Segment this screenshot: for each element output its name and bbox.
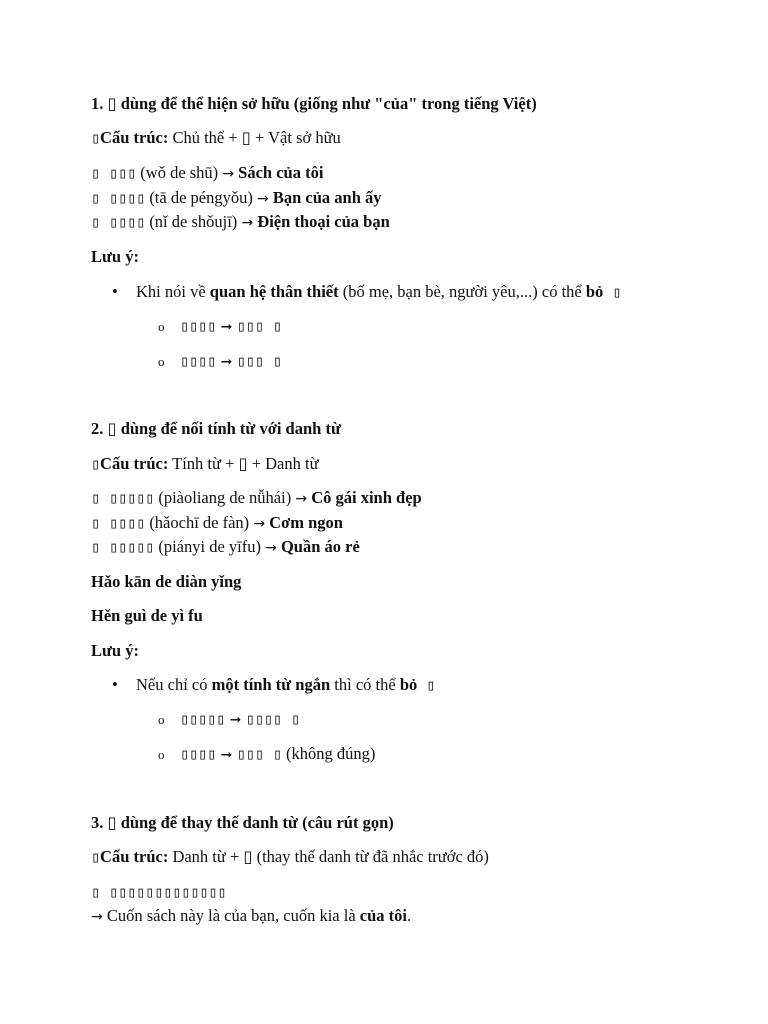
arrow-icon: →: [241, 215, 254, 231]
pinyin: (piányi de yīfu): [154, 537, 266, 556]
section-1-note-bullet: [112, 282, 621, 302]
section-1-structure: [91, 128, 341, 148]
section-2-sub-1: [158, 709, 300, 730]
chinese-text: ▯▯▯▯: [180, 317, 217, 335]
arrow-icon: →: [253, 516, 266, 532]
section-2-sub-2: [158, 744, 375, 765]
arrow-icon: →: [91, 909, 103, 925]
meaning: Cơm ngon: [265, 513, 343, 532]
arrow-icon: →: [256, 191, 269, 207]
meaning: Điện thoại của bạn: [253, 212, 390, 231]
meaning: Quần áo rẻ: [276, 537, 360, 556]
bullet-glyph: ▯: [603, 283, 622, 301]
chinese-text: ▯▯▯▯ ▯: [245, 710, 300, 728]
chinese-text: ▯ ▯▯▯▯▯▯▯▯▯▯▯▯▯: [91, 883, 227, 901]
section-1-sub-2: [158, 351, 282, 372]
translation-text: Cuốn sách này là của bạn, cuốn kia là: [102, 906, 360, 925]
chinese-text: ▯ ▯▯▯▯: [91, 514, 146, 532]
structure-text: Tính từ + ▯ + Danh từ: [168, 454, 319, 473]
pinyin: (wǒ de shū): [136, 163, 223, 182]
structure-label: Cấu trúc:: [100, 454, 169, 473]
meaning: Sách của tôi: [234, 163, 324, 182]
chinese-text: ▯▯▯▯: [180, 745, 217, 763]
arrow-icon: ➞: [216, 747, 237, 763]
chinese-text: ▯▯▯ ▯: [236, 352, 282, 370]
bullet-text: Nếu chỉ có: [136, 675, 212, 694]
structure-label: Cấu trúc:: [100, 128, 169, 147]
section-3-translation: [91, 906, 411, 927]
chinese-text: ▯ ▯▯▯▯▯: [91, 489, 155, 507]
bullet-text: thì có thể: [330, 675, 400, 694]
bullet-icon: •: [112, 675, 118, 694]
bullet-text: (bố mẹ, bạn bè, người yêu,...) có thể: [338, 282, 586, 301]
bullet-bold: quan hệ thân thiết: [209, 282, 339, 301]
arrow-icon: ➞: [225, 712, 246, 728]
circle-bullet-icon: o: [158, 712, 165, 727]
circle-bullet-icon: o: [158, 747, 165, 762]
section-2-extra-1: Hǎo kān de diàn yǐng: [91, 572, 242, 591]
chinese-text: ▯ ▯▯▯▯▯: [91, 538, 155, 556]
chinese-text: ▯ ▯▯▯▯: [91, 189, 146, 207]
section-2-structure: [91, 454, 319, 474]
section-2-note-label: Lưu ý:: [91, 641, 139, 660]
circle-bullet-icon: o: [158, 319, 165, 334]
pinyin: (hǎochī de fàn): [145, 513, 254, 532]
bullet-bold: bỏ: [399, 675, 418, 694]
meaning: Cô gái xinh đẹp: [307, 488, 422, 507]
pointer-icon: ▯: [91, 848, 101, 866]
sub-note: (không đúng): [281, 744, 376, 763]
chinese-text: ▯▯▯ ▯: [236, 745, 282, 763]
section-2-heading: 2. ▯ dùng để nối tính từ với danh từ: [91, 419, 341, 438]
section-2-example-3: [91, 537, 360, 558]
section-3-heading: 3. ▯ dùng để thay thế danh từ (câu rút gọn): [91, 813, 394, 832]
bullet-bold: một tính từ ngắn: [211, 675, 331, 694]
translation-text: .: [407, 906, 412, 925]
translation-bold: của tôi: [359, 906, 407, 925]
section-1-example-3: [91, 212, 390, 233]
section-2-extra-2: Hěn guì de yì fu: [91, 606, 203, 625]
section-2-example-1: [91, 488, 422, 509]
arrow-icon: →: [295, 491, 308, 507]
structure-text: Chủ thể + ▯ + Vật sở hữu: [168, 128, 341, 147]
chinese-text: ▯▯▯▯: [180, 352, 217, 370]
section-2-note-bullet: [112, 675, 435, 695]
pinyin: (nǐ de shǒujī): [145, 212, 242, 231]
bullet-bold: bỏ: [585, 282, 604, 301]
structure-text: Danh từ + ▯ (thay thế danh từ đã nhắc trước đó): [168, 847, 489, 866]
section-1-example-1: [91, 163, 323, 184]
section-1-note-label: Lưu ý:: [91, 247, 139, 266]
section-1-example-2: [91, 188, 382, 209]
bullet-glyph: ▯: [417, 676, 436, 694]
chinese-text: ▯▯▯▯▯: [180, 710, 226, 728]
section-3-example: [91, 882, 226, 902]
pointer-icon: ▯: [91, 129, 101, 147]
chinese-text: ▯▯▯ ▯: [236, 317, 282, 335]
section-3-structure: [91, 847, 489, 867]
section-1-sub-1: [158, 316, 282, 337]
pinyin: (tā de péngyǒu): [145, 188, 257, 207]
chinese-text: ▯ ▯▯▯: [91, 164, 137, 182]
pinyin: (piàoliang de nǚhái): [154, 488, 296, 507]
structure-label: Cấu trúc:: [100, 847, 169, 866]
section-2-example-2: [91, 513, 343, 534]
chinese-text: ▯ ▯▯▯▯: [91, 213, 146, 231]
section-1-heading: 1. ▯ dùng để thể hiện sở hữu (giống như "của" trong tiếng Việt): [91, 94, 537, 113]
meaning: Bạn của anh ấy: [268, 188, 382, 207]
arrow-icon: ➞: [216, 354, 237, 370]
bullet-text: Khi nói về: [136, 282, 210, 301]
bullet-icon: •: [112, 282, 118, 301]
arrow-icon: →: [222, 166, 235, 182]
circle-bullet-icon: o: [158, 354, 165, 369]
arrow-icon: ➞: [216, 319, 237, 335]
pointer-icon: ▯: [91, 455, 101, 473]
arrow-icon: →: [265, 540, 277, 556]
